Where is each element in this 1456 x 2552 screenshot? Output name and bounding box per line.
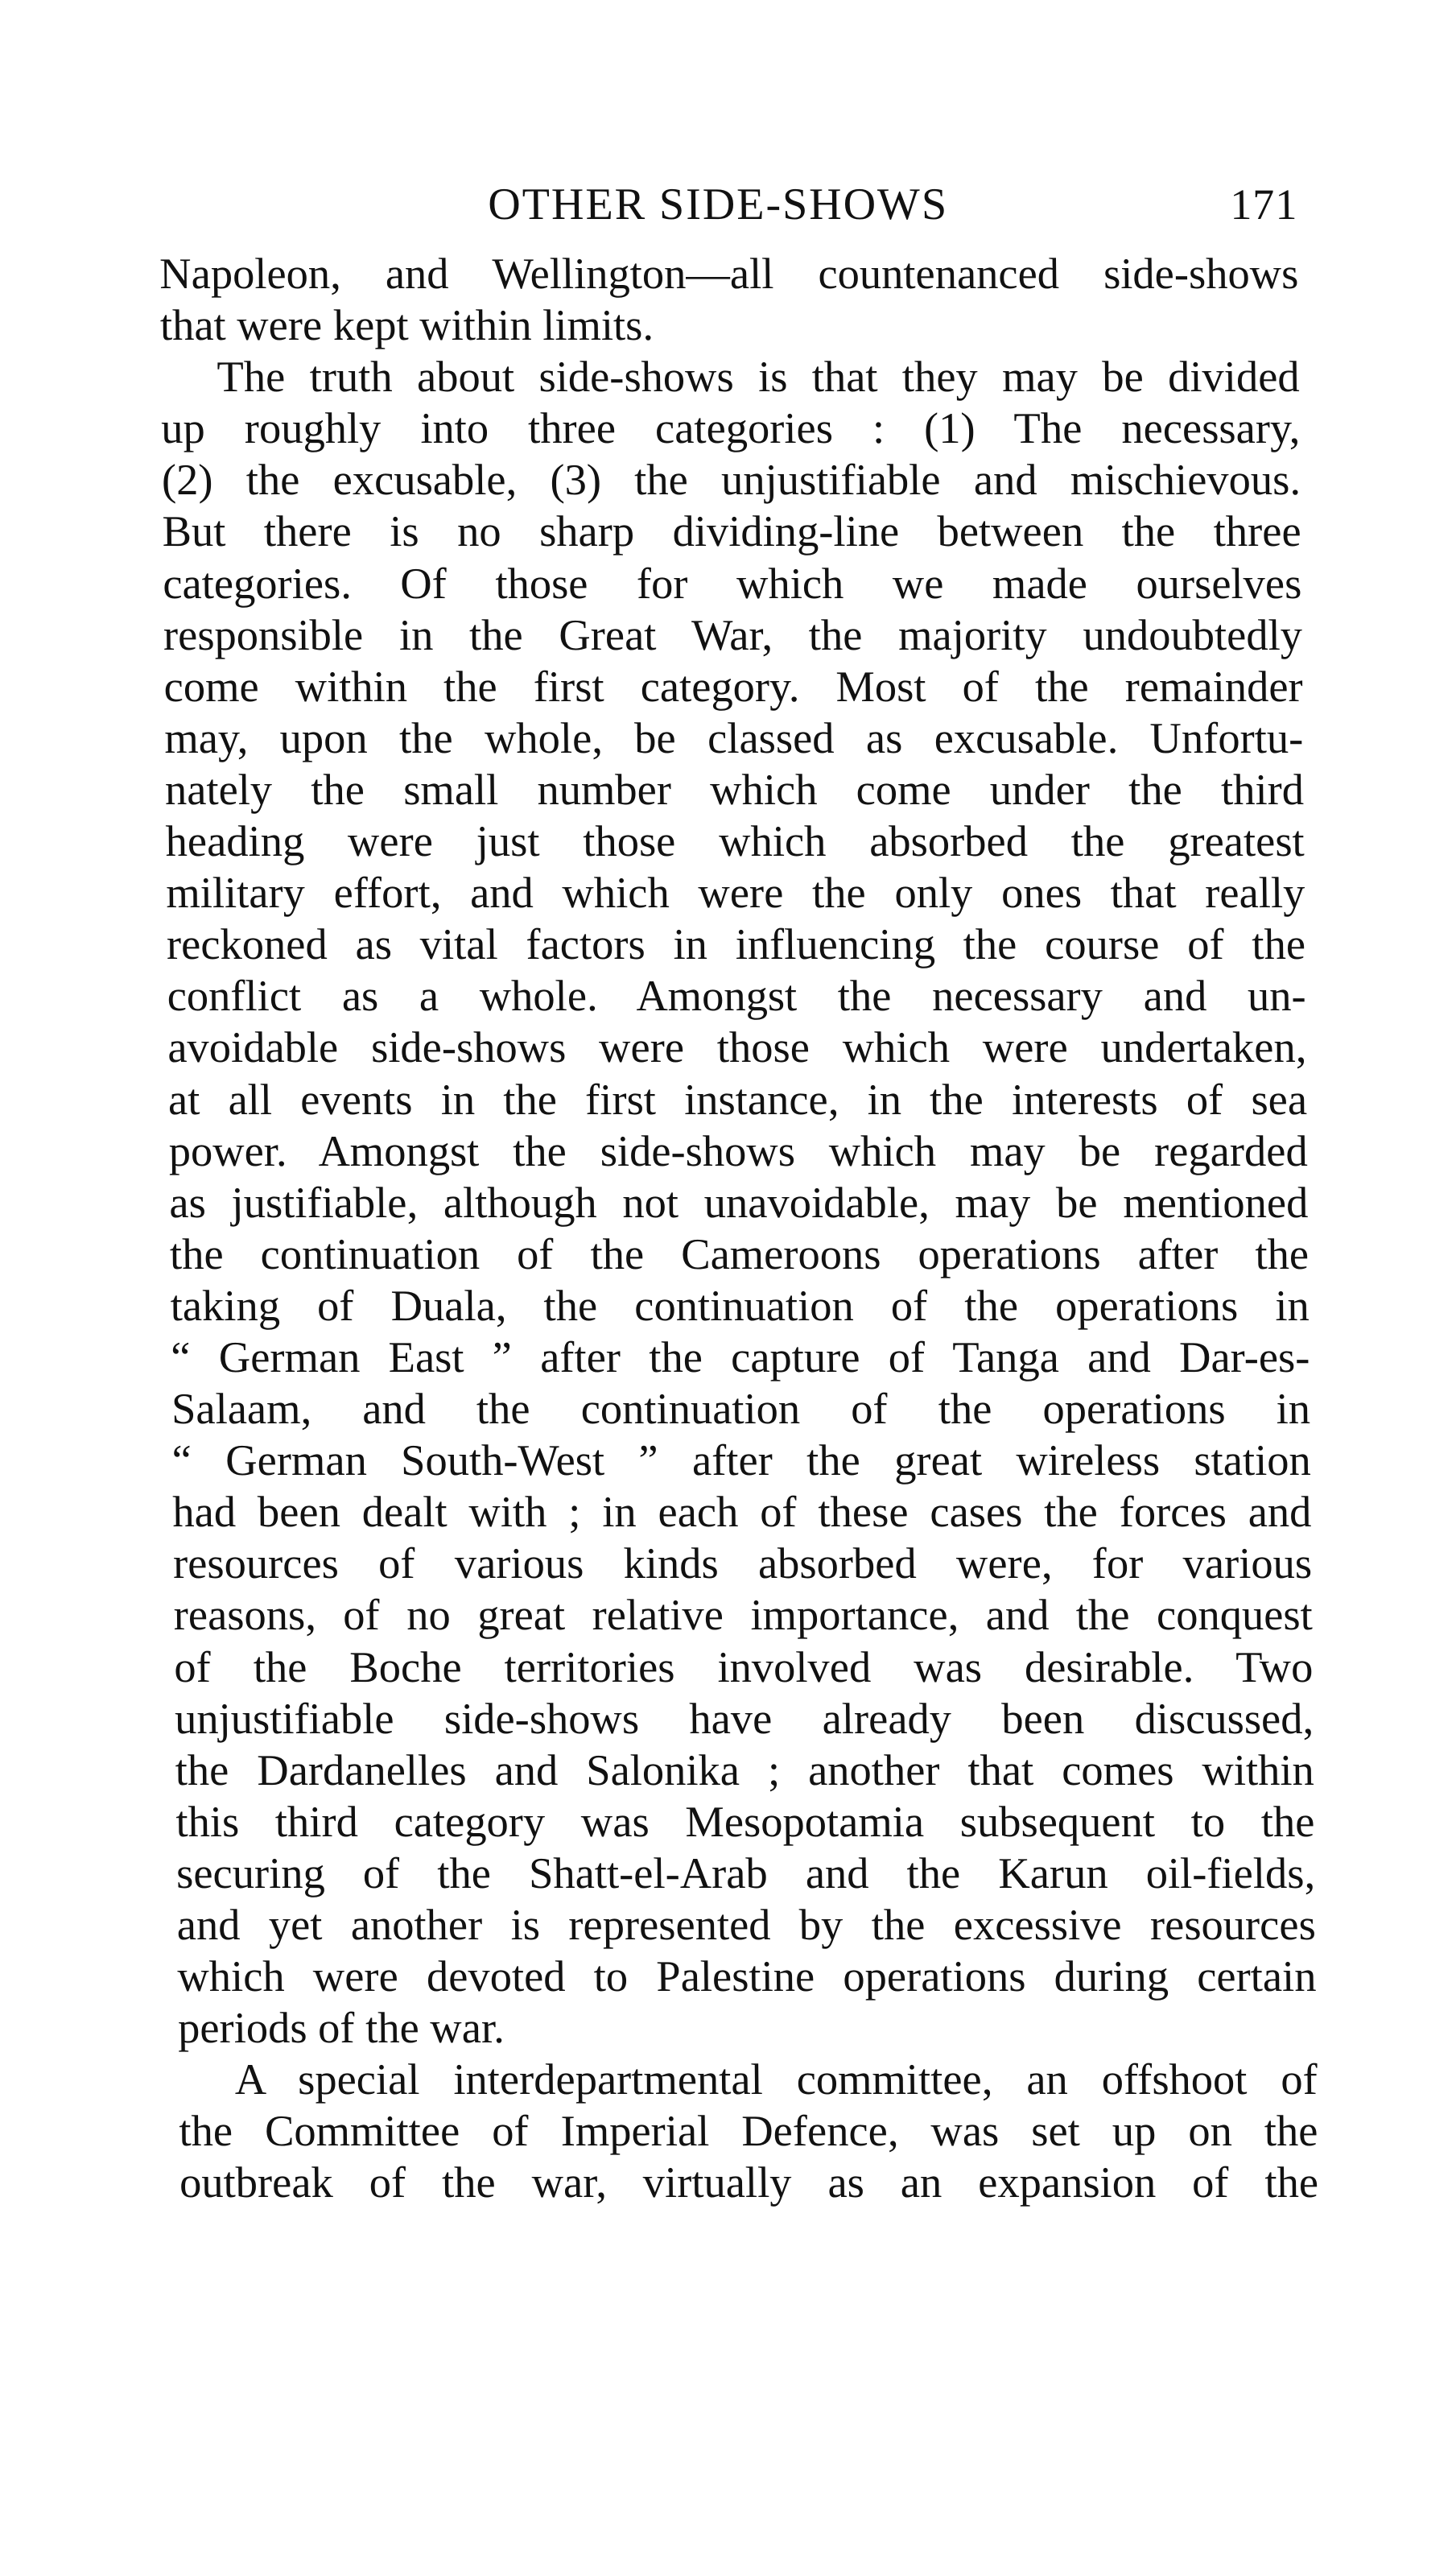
text-line: categories. Of those for which we made ourselves bbox=[162, 558, 1302, 608]
text-line: responsible in the Great War, the majority undoubtedly bbox=[163, 609, 1303, 659]
text-line: The truth about side-shows is that they may be divided bbox=[217, 352, 1300, 402]
running-head-title: OTHER SIDE-SHOWS bbox=[488, 180, 949, 229]
text-line: securing of the Shatt-el-Arab and the Karun oil-fields, bbox=[175, 1848, 1316, 1897]
text-line: up roughly into three categories : (1) The necessary, bbox=[160, 403, 1301, 453]
text-line: periods of the war. bbox=[177, 2003, 505, 2053]
text-line: taking of Duala, the continuation of the operations in bbox=[170, 1280, 1310, 1330]
text-line: as justifiable, although not unavoidable, may be mentioned bbox=[168, 1177, 1309, 1227]
text-line: Salaam, and the continuation of the operations in bbox=[171, 1384, 1311, 1434]
text-line: (2) the excusable, (3) the unjustifiable and mischievous. bbox=[161, 455, 1301, 505]
text-line: outbreak of the war, virtually as an expansion of the bbox=[179, 2158, 1319, 2207]
text-line: and yet another is represented by the excessive resources bbox=[176, 1900, 1317, 1949]
paragraph-interdepartmental-committee bbox=[178, 2054, 1318, 2208]
text-line: “ German East ” after the capture of Tanga and Dar-es- bbox=[171, 1332, 1310, 1381]
text-line: But there is no sharp dividing-line between the three bbox=[162, 506, 1301, 556]
text-line: heading were just those which absorbed the greatest bbox=[165, 816, 1305, 866]
paragraph-side-show-categories bbox=[160, 351, 1317, 2054]
text-line: nately the small number which come under the third bbox=[164, 764, 1305, 814]
text-line: Napoleon, and Wellington—all countenanced side-shows bbox=[159, 249, 1299, 298]
text-line: the Dardanelles and Salonika ; another that comes within bbox=[175, 1745, 1315, 1794]
body-text bbox=[159, 248, 1319, 2209]
text-line: reasons, of no great relative importance, and the conquest bbox=[173, 1590, 1314, 1640]
text-line: avoidable side-shows were those which were undertaken, bbox=[167, 1022, 1307, 1072]
running-head bbox=[159, 179, 1298, 230]
text-block bbox=[159, 179, 1318, 2209]
text-line: may, upon the whole, be classed as excusable. Unfortu- bbox=[163, 712, 1304, 762]
text-line: the Committee of Imperial Defence, was set up on the bbox=[179, 2106, 1318, 2156]
text-line: that were kept within limits. bbox=[159, 300, 654, 350]
paragraph-continued bbox=[159, 248, 1299, 351]
page-number: 171 bbox=[1230, 180, 1298, 229]
text-line: had been dealt with ; in each of these cases the forces and bbox=[172, 1487, 1312, 1537]
text-line: at all events in the first instance, in the interests of sea bbox=[167, 1074, 1308, 1124]
text-line: come within the first category. Most of the remainder bbox=[163, 661, 1303, 711]
text-line: which were devoted to Palestine operations during certain bbox=[177, 1951, 1317, 2001]
text-line: this third category was Mesopotamia subsequent to the bbox=[175, 1796, 1315, 1846]
text-line: resources of various kinds absorbed were, for various bbox=[172, 1538, 1313, 1588]
text-line: the continuation of the Cameroons operations after the bbox=[169, 1229, 1310, 1278]
text-line: of the Boche territories involved was desirable. Two bbox=[174, 1641, 1314, 1691]
text-line: conflict as a whole. Amongst the necessary and un- bbox=[167, 971, 1306, 1021]
text-line: military effort, and which were the only ones that really bbox=[165, 868, 1305, 918]
text-line: A special interdepartmental committee, an offshoot of bbox=[234, 2054, 1318, 2104]
text-line: reckoned as vital factors in influencing the course of the bbox=[166, 919, 1306, 969]
text-line: power. Amongst the side-shows which may be regarded bbox=[168, 1125, 1308, 1175]
text-line: unjustifiable side-shows have already been discussed, bbox=[174, 1693, 1314, 1743]
text-line: “ German South-West ” after the great wireless station bbox=[171, 1435, 1311, 1485]
